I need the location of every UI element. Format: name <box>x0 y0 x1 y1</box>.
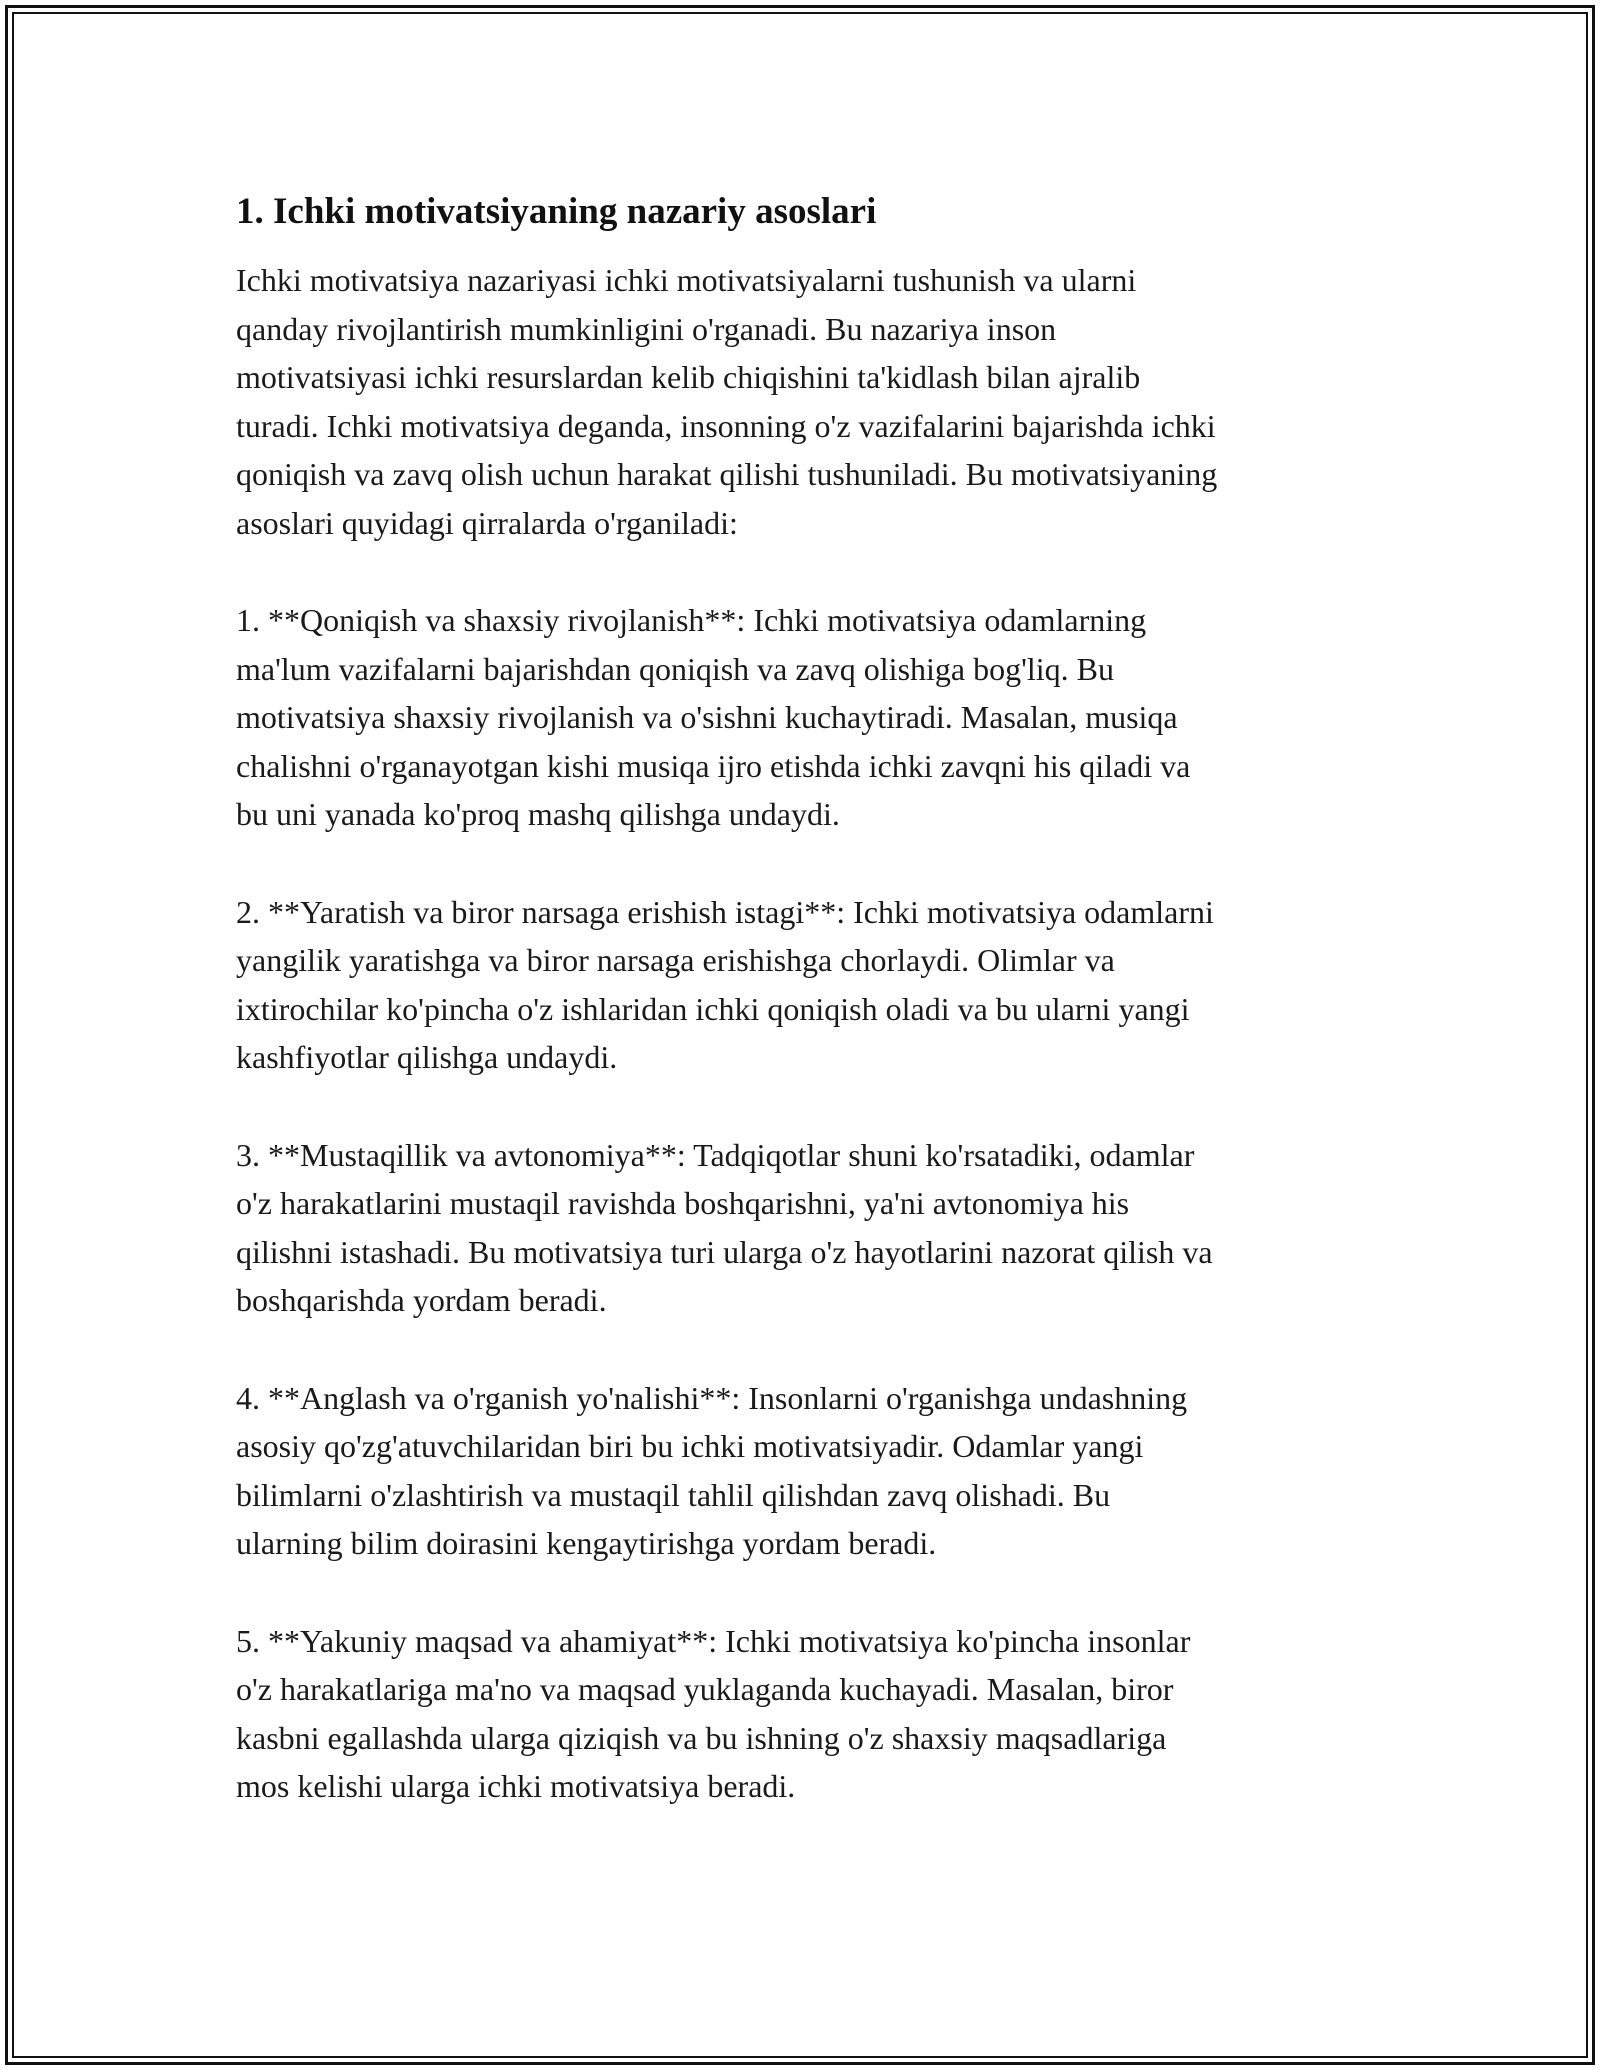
list-item-5: 5. **Yakuniy maqsad va ahamiyat**: Ichki motivatsiya ko'pincha insonlar o'z harakatlariga ma'no va maqsad yuklaganda kuchayadi. Masalan, biror kasbni egallashda ularga qiziqish va bu ishning o'z shaxsiy maqsadlariga mos kelishi ularga ichki motivatsiya beradi. <box>236 1622 1191 1804</box>
document-body <box>236 188 1386 1860</box>
list-item-4: 4. **Anglash va o'rganish yo'nalishi**: Insonlarni o'rganishga undashning asosiy qo'zg'atuvchilaridan biri bu ichki motivatsiyadir. Odamlar yangi bilimlarni o'zlashtirish va mustaqil tahlil qilishdan zavq olishadi. Bu ularning bilim doirasini kengaytirishga yordam beradi. <box>236 1379 1188 1561</box>
list-item-2: 2. **Yaratish va biror narsaga erishish istagi**: Ichki motivatsiya odamlarni yangilik yaratishga va biror narsaga erishishga chorlaydi. Olimlar va ixtirochilar ko'pincha o'z ishlaridan ichki qoniqish oladi va bu ularni yangi kashfiyotlar qilishga undaydi. <box>236 893 1214 1075</box>
list-item-1: 1. **Qoniqish va shaxsiy rivojlanish**: Ichki motivatsiya odamlarning ma'lum vazifalarni bajarishdan qoniqish va zavq olishiga bog'liq. Bu motivatsiya shaxsiy rivojlanish va o'sishni kuchaytiradi. Masalan, musiqa chalishni o'rganayotgan kishi musiqa ijro etishda ichki zavqni his qiladi va bu uni yanada ko'proq mashq qilishga undaydi. <box>236 602 1191 832</box>
intro-paragraph: Ichki motivatsiya nazariyasi ichki motivatsiyalarni tushunish va ularni qanday rivojlantirish mumkinligini o'rganadi. Bu nazariya inson motivatsiyasi ichki resurslardan kelib chiqishini ta'kidlash bilan ajralib turadi. Ichki motivatsiya deganda, insonning o'z vazifalarini bajarishda ichki qoniqish va zavq olish uchun harakat qilishi tushuniladi. Bu motivatsiyaning asoslari quyidagi qirralarda o'rganiladi: <box>236 262 1218 541</box>
section-heading: 1. Ichki motivatsiyaning nazariy asoslari <box>236 191 877 232</box>
list-item-3: 3. **Mustaqillik va avtonomiya**: Tadqiqotlar shuni ko'rsatadiki, odamlar o'z harakatlarini mustaqil ravishda boshqarishni, ya'ni avtonomiya his qilishni istashadi. Bu motivatsiya turi ularga o'z hayotlarini nazorat qilish va boshqarishda yordam beradi. <box>236 1136 1213 1318</box>
